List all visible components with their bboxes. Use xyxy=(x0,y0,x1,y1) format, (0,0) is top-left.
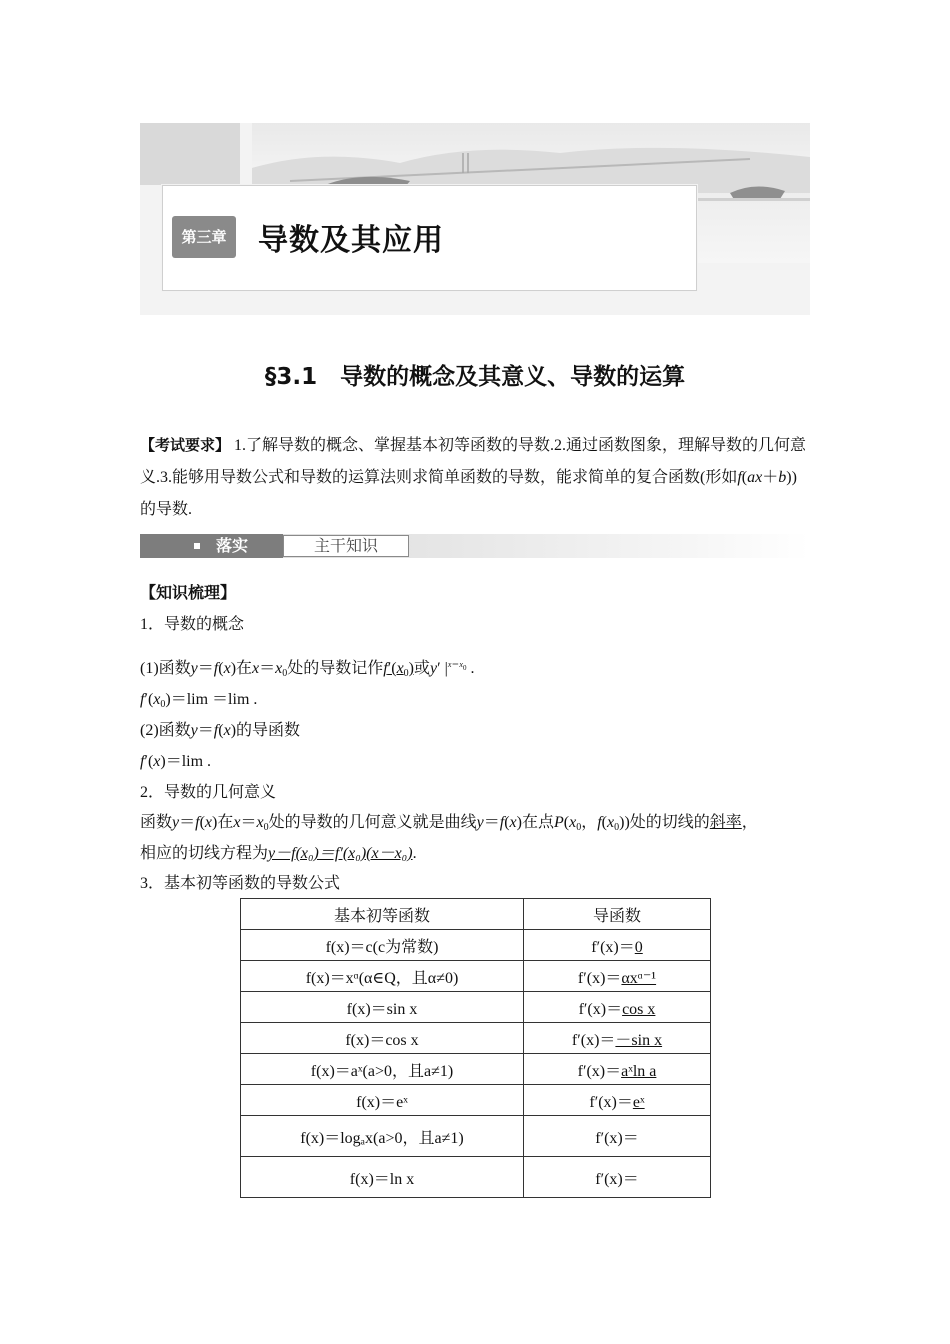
deriv-prefix: f′(x)＝ xyxy=(595,1129,639,1147)
exam-requirements-label: 【考试要求】 xyxy=(140,436,231,454)
table-cell-func: f(x)＝c(c为常数) xyxy=(241,930,524,961)
item-1-2-prefix: (2)函数 xyxy=(140,722,191,739)
section-bar-left-label: 落实 xyxy=(216,536,249,555)
table-cell-func: f(x)＝xᵅ(α∈Q，且α≠0) xyxy=(241,961,524,992)
item-2-text: 函数y＝f(x)在$x=x_0$处的导数的几何意义就是曲线y＝f(x)在点$P(x_0$，$f(x_0)$)处的切线的斜率， xyxy=(140,814,758,833)
table-row xyxy=(241,1023,711,1054)
table-header: 基本初等函数 xyxy=(241,899,524,930)
chapter-badge: 第三章 xyxy=(172,216,236,258)
derivative-notation-answer: $f'(x_0)$ xyxy=(383,660,414,679)
item-1-1-or: 或 xyxy=(414,660,431,677)
table-header: 导函数 xyxy=(524,899,711,930)
derivative-formula-table xyxy=(240,898,711,1198)
section-bar xyxy=(140,534,810,558)
item-2-heading: 2．导数的几何意义 xyxy=(140,784,277,801)
item-1-heading: 1．导数的概念 xyxy=(140,616,245,633)
section-title: §3.1 导数的概念及其意义、导数的运算 xyxy=(264,364,686,390)
table-cell-deriv xyxy=(524,992,711,1023)
table-row xyxy=(241,1085,711,1116)
knowledge-label: 【知识梳理】 xyxy=(140,583,237,602)
table-row xyxy=(241,992,711,1023)
table-cell-deriv xyxy=(524,1116,711,1157)
table-cell-deriv xyxy=(524,1054,711,1085)
table-cell-deriv xyxy=(524,1023,711,1054)
chapter-title: 导数及其应用 xyxy=(258,223,444,258)
section-bar-right: 主干知识 xyxy=(283,535,409,557)
item-2-text-b: 在 xyxy=(217,814,234,831)
table-cell-func: f(x)＝sin x xyxy=(241,992,524,1023)
item-2-text-d: 在点 xyxy=(521,814,554,831)
deriv-answer: αxᵅ⁻¹ xyxy=(621,969,657,987)
table-cell-func: f(x)＝logₐx(a>0，且a≠1) xyxy=(241,1116,524,1157)
table-header-row xyxy=(241,899,711,930)
deriv-prefix: f′(x)＝ xyxy=(591,938,635,956)
table-cell-deriv xyxy=(524,961,711,992)
deriv-prefix: f′(x)＝ xyxy=(578,1000,623,1018)
table-cell-func: f(x)＝ln x xyxy=(241,1157,524,1198)
table-cell-func: f(x)＝aˣ(a>0，且a≠1) xyxy=(241,1054,524,1085)
deriv-answer: －sin x xyxy=(615,1031,663,1049)
item-2-text-e: 处的切线的 xyxy=(629,814,710,831)
square-bullet-icon xyxy=(194,543,200,549)
item-1-limit-text: ＝lim ＝lim . xyxy=(170,691,258,708)
item-1-2-end: 的导函数 xyxy=(236,722,301,739)
chapter-banner xyxy=(140,123,810,315)
item-1-1: (1)函数y＝f(x)在$x=x_0$处的导数记作$f'(x_0)$或y′ $|^{x=x_0}$ . xyxy=(140,660,475,679)
item-1-1-mid: 在 xyxy=(236,660,253,677)
item-2-end: . xyxy=(412,845,417,862)
deriv-prefix: f′(x)＝ xyxy=(577,969,622,987)
section-bar-left xyxy=(140,534,283,558)
item-1-1-mid2: 处的导数记作 xyxy=(287,660,384,677)
deriv-prefix: f′(x)＝ xyxy=(595,1170,639,1188)
deriv-prefix: f′(x)＝ xyxy=(571,1031,616,1049)
item-1-2: (2)函数y＝f(x)的导函数 xyxy=(140,722,301,739)
deriv-answer: cos x xyxy=(622,1000,656,1018)
exam-req-b: b xyxy=(778,469,787,486)
item-2-line2 xyxy=(140,840,417,863)
item-1-deriv: f′(x)＝lim . xyxy=(140,753,212,770)
table-row xyxy=(241,1157,711,1198)
table-row xyxy=(241,1054,711,1085)
item-1-1-end: . xyxy=(470,660,475,677)
table-cell-func: f(x)＝cos x xyxy=(241,1023,524,1054)
exam-requirements-text: 1.了解导数的概念、掌握基本初等函数的导数.2.通过函数图象，理解导数的几何意义.3.能够用导数公式和导数的运算法则求简单函数的导数，能求简单的复合函数(形如 xyxy=(140,437,807,486)
exam-req-ax: ax xyxy=(747,469,763,486)
item-2-text-c: 处的导数的几何意义就是曲线 xyxy=(268,814,477,831)
item-3-heading: 3．基本初等函数的导数公式 xyxy=(140,875,341,892)
exam-requirements xyxy=(140,429,812,526)
table-row xyxy=(241,930,711,961)
item-2-line2-text: 相应的切线方程为 xyxy=(140,845,269,862)
tangent-equation-answer: y－f(x₀)＝f′(x₀)(x－x₀) xyxy=(268,845,413,862)
deriv-answer: 0 xyxy=(634,938,643,956)
item-2-text-a: 函数 xyxy=(140,814,173,831)
item-1-deriv-text: ＝lim . xyxy=(165,753,212,770)
item-1-limit: $f'(x_0)=\lim =\lim$ . xyxy=(140,691,258,710)
table-cell-deriv xyxy=(524,930,711,961)
deriv-prefix: f′(x)＝ xyxy=(589,1093,633,1111)
table-cell-deriv xyxy=(524,1085,711,1116)
item-2-text-f: ， xyxy=(741,814,758,831)
item-1-1-prefix: (1)函数 xyxy=(140,660,191,677)
slope-answer: 斜率 xyxy=(709,814,742,831)
deriv-answer: aˣln a xyxy=(621,1062,657,1080)
table-cell-deriv xyxy=(524,1157,711,1198)
exam-req-paren: ( xyxy=(741,469,748,486)
exam-req-f: f xyxy=(737,469,742,486)
table-row xyxy=(241,961,711,992)
table-cell-func: f(x)＝eˣ xyxy=(241,1085,524,1116)
table-row xyxy=(241,1116,711,1157)
exam-req-end: ))的导数. xyxy=(140,469,797,518)
exam-req-plus: ＋ xyxy=(762,469,779,486)
deriv-prefix: f′(x)＝ xyxy=(577,1062,622,1080)
deriv-answer: eˣ xyxy=(632,1093,645,1111)
